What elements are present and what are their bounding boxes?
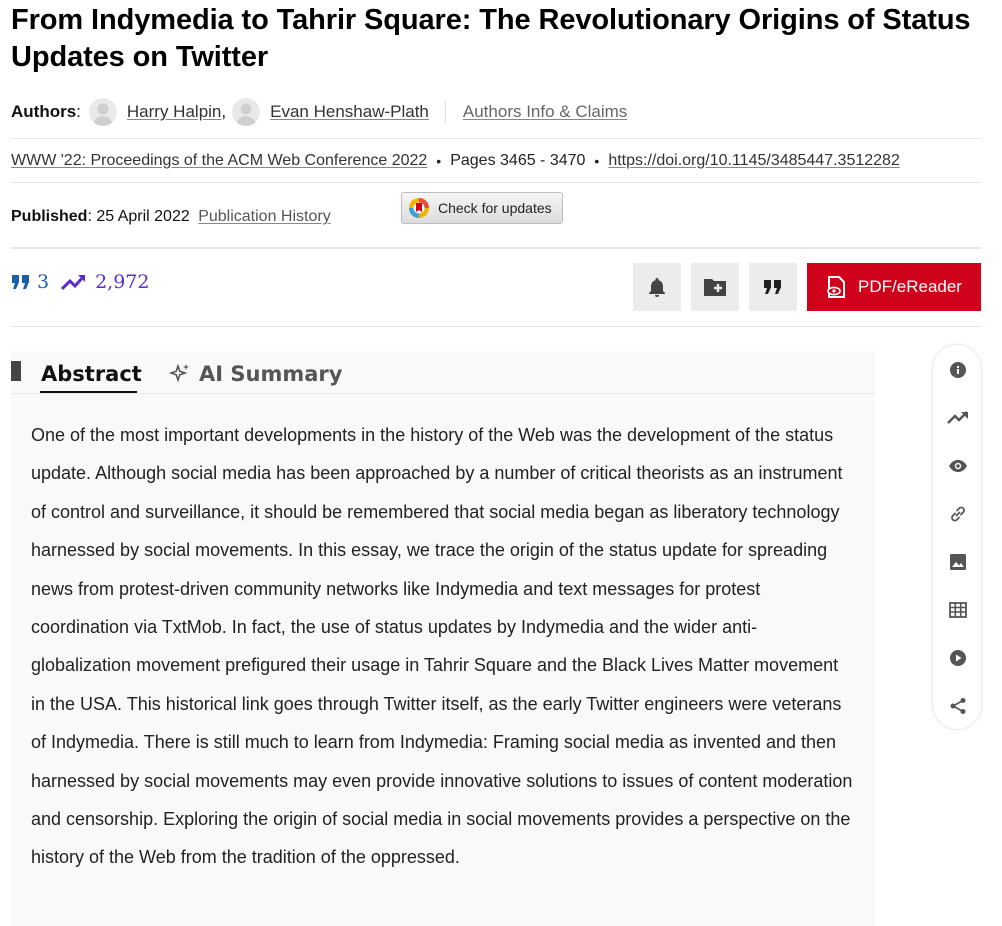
rail-view-button[interactable] (945, 453, 971, 479)
citation-count[interactable]: 3 (37, 271, 50, 293)
published-label: Published (11, 208, 88, 225)
save-to-binder-button[interactable] (691, 263, 739, 311)
play-icon (949, 649, 967, 667)
published-date: : 25 April 2022 (87, 208, 190, 225)
authors-info-link[interactable]: Authors Info & Claims (462, 102, 628, 121)
doi-link[interactable]: https://doi.org/10.1145/3485447.3512282 (608, 151, 900, 169)
rail-share-button[interactable] (945, 693, 971, 719)
eye-icon (948, 459, 968, 473)
divider (11, 326, 981, 327)
metrics-row (11, 249, 981, 326)
rail-tables-button[interactable] (945, 597, 971, 623)
abstract-panel (11, 351, 875, 926)
check-for-updates-label: Check for updates (438, 200, 552, 216)
folder-add-icon (703, 277, 727, 297)
rail-info-button[interactable] (945, 357, 971, 383)
tab-ai-summary[interactable] (169, 356, 342, 392)
tab-abstract[interactable]: Abstract (41, 362, 142, 386)
trending-icon (61, 273, 87, 291)
rail-media-button[interactable] (945, 645, 971, 671)
article-title: From Indymedia to Tahrir Square: The Revolutionary Origins of Status Updates on Twitter (11, 4, 971, 73)
alert-button[interactable] (633, 263, 681, 311)
pages-text: Pages 3465 - 3470 (450, 151, 586, 169)
image-icon (949, 553, 967, 571)
article-header (11, 0, 981, 327)
published-row (11, 183, 981, 247)
tab-ai-summary-label: AI Summary (199, 362, 343, 386)
share-icon (949, 697, 967, 715)
abstract-tabs (11, 351, 875, 394)
divider (445, 101, 446, 123)
rail-figures-button[interactable] (945, 549, 971, 575)
download-count[interactable]: 2,972 (95, 271, 150, 293)
link-icon (949, 505, 967, 523)
info-icon (949, 361, 967, 379)
cite-button[interactable] (749, 263, 797, 311)
rail-link-button[interactable] (945, 501, 971, 527)
avatar-icon (89, 98, 117, 126)
authors-row: Authors : Harry Halpin , Evan Henshaw-Plath Authors Info & Claims (11, 92, 981, 132)
avatar-icon (232, 98, 260, 126)
bell-icon (648, 277, 666, 297)
table-icon (949, 602, 967, 618)
authors-label: Authors (11, 102, 77, 121)
active-tab-indicator (40, 391, 137, 393)
publication-history-link[interactable]: Publication History (198, 208, 331, 225)
side-navigation-rail (932, 344, 982, 730)
pdf-icon (826, 276, 846, 298)
pdf-ereader-button[interactable] (807, 263, 981, 311)
crossmark-icon (408, 197, 430, 219)
author-link-halpin[interactable]: Harry Halpin (126, 102, 222, 121)
sparkle-icon (169, 363, 191, 385)
abstract-text: One of the most important developments in the history of the Web was the development of the status update. Although social media has been approached by a number of critical theorists as an instrument of control and surveillance, it should be remembered that social media began as liberatory technology harnessed by social movements. In this essay, we trace the origin of the status update for spreading news from protest-driven community networks like Indymedia and text messages for protest coordination via TxtMob. In fact, the use of status updates by Indymedia and the wider anti-globalization movement prefigured their usage in Tahrir Square and the Black Lives Matter movement in the USA. This historical link goes through Twitter itself, as the early Twitter engineers were veterans of Indymedia. There is still much to learn from Indymedia: Framing social media as invented and then harnessed by social movements may even provide innovative solutions to issues of content moderation and censorship. Exploring the origin of social media in social movements provides a perspective on the history of the Web from the tradition of the oppressed. (31, 425, 853, 868)
section-marker (11, 361, 21, 381)
quote-icon (763, 279, 783, 295)
rail-metrics-button[interactable] (945, 405, 971, 431)
proceedings-link[interactable]: WWW '22: Proceedings of the ACM Web Conference 2022 (11, 151, 428, 169)
venue-row: WWW '22: Proceedings of the ACM Web Conference 2022 • Pages 3465 - 3470 • https://doi.org/10.1145/3485447.3512282 (11, 151, 900, 169)
author-link-henshaw-plath[interactable]: Evan Henshaw-Plath (270, 102, 429, 121)
trending-icon (947, 411, 969, 425)
action-buttons (633, 263, 981, 311)
check-for-updates-button[interactable] (401, 192, 563, 224)
quote-icon (11, 274, 31, 290)
pdf-label: PDF/eReader (858, 277, 962, 296)
